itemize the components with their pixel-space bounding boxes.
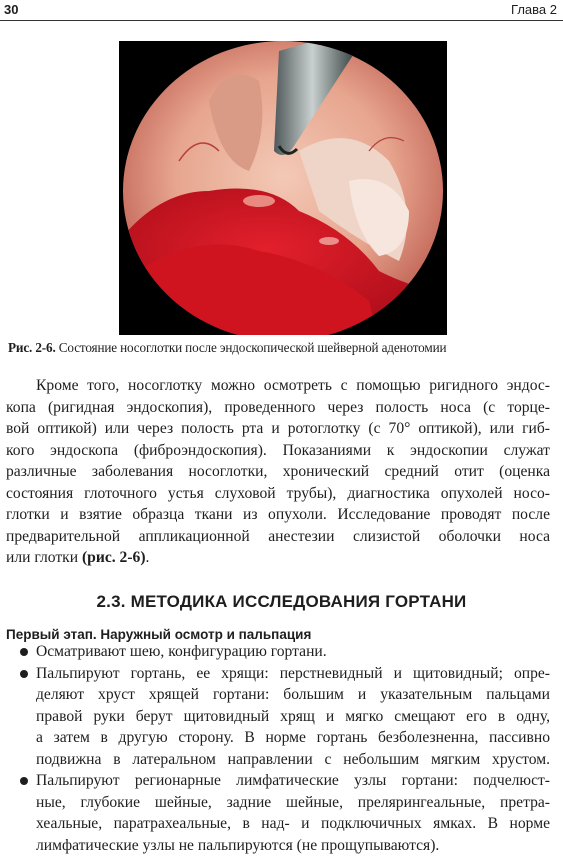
list-item-line: ные, глубокие шейные, задние шейные, прелярингеальные, претра- (36, 792, 550, 814)
list-item-line: хеальные, паратрахеальные, в над- и подключичных ямках. В норме (36, 813, 550, 835)
bullet-icon (20, 670, 28, 678)
paragraph-period: . (146, 549, 150, 566)
list-item (6, 770, 550, 856)
paragraph-line: кого эндоскопа (фиброэндоскопия). Показаниями к эндоскопии служат (6, 440, 550, 462)
list-item (6, 641, 550, 663)
list-item-line: Пальпируют регионарные лимфатические узлы гортани: подчелюст- (36, 770, 550, 792)
figure-reference: (рис. 2-6) (82, 549, 146, 566)
list-item-line: а затем в другую сторону. В норме гортань безболезненна, пассивно (36, 727, 550, 749)
list-item-line: лимфатические узлы не пальпируются (не прощупываются). (36, 835, 550, 856)
list-item-line: деляют хруст хрящей гортани: большим и указательным пальцами (36, 684, 550, 706)
header-rule (0, 20, 563, 21)
paragraph-line: вой оптикой) или через полость рта и ротоглотку (с 70° оптикой), или гиб- (6, 418, 550, 440)
paragraph-line: копа (ригидная эндоскопия), проведенного через полость носа (с торце- (6, 397, 550, 419)
bullet-icon (20, 648, 28, 656)
caption-text: Состояние носоглотки после эндоскопической шейверной аденотомии (56, 340, 447, 355)
paragraph-last-line (6, 547, 550, 569)
list-item-line: правой руки берут щитовидный хрящ и мягко смещают его в одну, (36, 706, 550, 728)
paragraph-line: состояния глоточного устья слуховой трубы), диагностика опухолей носо- (6, 483, 550, 505)
section-subtitle: Первый этап. Наружный осмотр и пальпация (6, 627, 311, 642)
endoscopy-photo (119, 41, 447, 335)
bullet-icon (20, 777, 28, 785)
list-item-line: Осматривают шею, конфигурацию гортани. (36, 641, 550, 663)
figure-caption (8, 340, 558, 356)
page-number: 30 (4, 2, 18, 17)
bullet-list (6, 641, 550, 856)
chapter-label: Глава 2 (511, 2, 557, 17)
endoscopy-image (119, 41, 447, 335)
list-item (6, 663, 550, 771)
paragraph-line: Кроме того, носоглотку можно осмотреть с помощью ригидного эндос- (6, 375, 550, 397)
body-paragraph (6, 375, 550, 569)
list-item-line: подвижна в латеральном направлении с небольшим мягким хрустом. (36, 749, 550, 771)
paragraph-line: глотки и взятие образца ткани из опухоли. Исследование проводят после (6, 504, 550, 526)
section-title: 2.3. МЕТОДИКА ИССЛЕДОВАНИЯ ГОРТАНИ (0, 592, 563, 612)
page-header (0, 0, 563, 22)
list-item-line: Пальпируют гортань, ее хрящи: перстневидный и щитовидный; опре- (36, 663, 550, 685)
paragraph-line: различные заболевания носоглотки, хронический средний отит (оценка (6, 461, 550, 483)
paragraph-last-text: или глотки (6, 549, 82, 566)
caption-label: Рис. 2-6. (8, 340, 56, 355)
paragraph-line: предварительной аппликационной анестезии слизистой оболочки носа (6, 526, 550, 548)
